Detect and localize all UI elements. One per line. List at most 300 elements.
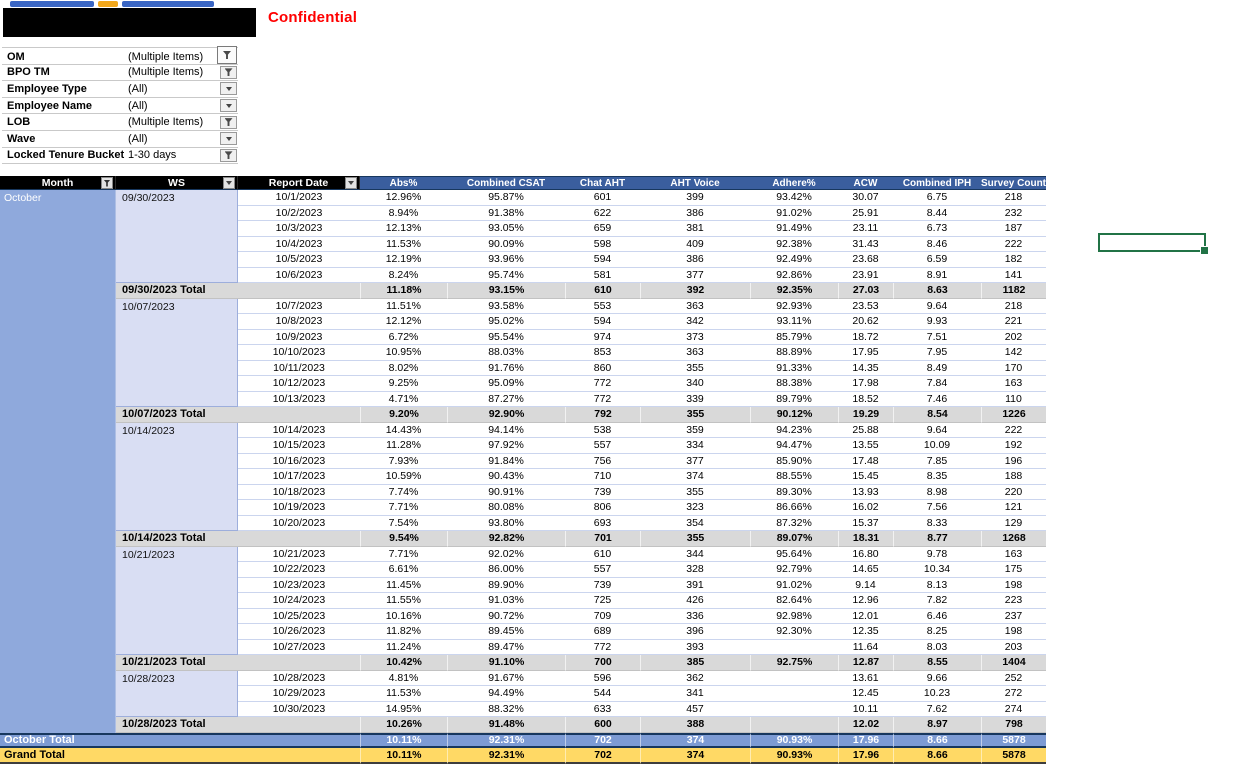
subtotal-value-cell[interactable]: 92.90% <box>447 407 565 423</box>
value-cell[interactable]: 710 <box>565 469 640 485</box>
value-cell[interactable]: 11.53% <box>360 237 447 253</box>
value-cell[interactable]: 409 <box>640 237 750 253</box>
value-cell[interactable]: 8.98 <box>893 485 981 501</box>
value-cell[interactable]: 8.91 <box>893 268 981 284</box>
value-cell[interactable]: 218 <box>981 190 1046 206</box>
subtotal-value-cell[interactable]: 8.63 <box>893 283 981 299</box>
value-cell[interactable]: 9.14 <box>838 578 893 594</box>
value-cell[interactable]: 88.55% <box>750 469 838 485</box>
week-group-cell[interactable]: 10/14/2023 <box>116 423 238 532</box>
value-cell[interactable]: 93.42% <box>750 190 838 206</box>
report-date-cell[interactable]: 10/28/2023 <box>238 671 360 687</box>
value-cell[interactable]: 6.61% <box>360 562 447 578</box>
value-cell[interactable] <box>750 702 838 718</box>
value-cell[interactable]: 11.51% <box>360 299 447 315</box>
value-cell[interactable]: 622 <box>565 206 640 222</box>
report-date-cell[interactable]: 10/1/2023 <box>238 190 360 206</box>
value-cell[interactable]: 91.67% <box>447 671 565 687</box>
value-cell[interactable]: 91.84% <box>447 454 565 470</box>
report-date-cell[interactable]: 10/30/2023 <box>238 702 360 718</box>
value-cell[interactable]: 8.25 <box>893 624 981 640</box>
value-cell[interactable]: 192 <box>981 438 1046 454</box>
value-cell[interactable]: 182 <box>981 252 1046 268</box>
report-date-cell[interactable]: 10/21/2023 <box>238 547 360 563</box>
value-cell[interactable]: 80.08% <box>447 500 565 516</box>
report-date-cell[interactable]: 10/16/2023 <box>238 454 360 470</box>
value-cell[interactable]: 377 <box>640 268 750 284</box>
filter-funnel-button[interactable] <box>220 149 237 162</box>
value-cell[interactable]: 363 <box>640 299 750 315</box>
value-cell[interactable]: 8.03 <box>893 640 981 656</box>
value-cell[interactable]: 4.71% <box>360 392 447 408</box>
value-cell[interactable]: 693 <box>565 516 640 532</box>
month-total-value-cell[interactable]: 8.66 <box>893 733 981 749</box>
value-cell[interactable]: 14.65 <box>838 562 893 578</box>
header-dropdown-button[interactable] <box>345 177 357 189</box>
value-cell[interactable]: 7.71% <box>360 547 447 563</box>
report-date-cell[interactable]: 10/9/2023 <box>238 330 360 346</box>
value-cell[interactable]: 14.95% <box>360 702 447 718</box>
value-cell[interactable]: 15.45 <box>838 469 893 485</box>
value-cell[interactable]: 806 <box>565 500 640 516</box>
metric-header[interactable]: Adhere% <box>750 176 838 190</box>
subtotal-value-cell[interactable]: 1226 <box>981 407 1046 423</box>
value-cell[interactable]: 6.59 <box>893 252 981 268</box>
value-cell[interactable]: 8.46 <box>893 237 981 253</box>
value-cell[interactable]: 381 <box>640 221 750 237</box>
grand-total-value-cell[interactable]: 5878 <box>981 748 1046 764</box>
month-total-value-cell[interactable]: 10.11% <box>360 733 447 749</box>
value-cell[interactable]: 7.51 <box>893 330 981 346</box>
value-cell[interactable]: 203 <box>981 640 1046 656</box>
report-date-cell[interactable]: 10/14/2023 <box>238 423 360 439</box>
filter-funnel-button[interactable] <box>217 46 237 64</box>
value-cell[interactable]: 142 <box>981 345 1046 361</box>
value-cell[interactable]: 386 <box>640 252 750 268</box>
value-cell[interactable]: 7.46 <box>893 392 981 408</box>
value-cell[interactable]: 12.01 <box>838 609 893 625</box>
value-cell[interactable]: 6.73 <box>893 221 981 237</box>
value-cell[interactable]: 756 <box>565 454 640 470</box>
value-cell[interactable]: 93.11% <box>750 314 838 330</box>
value-cell[interactable]: 94.14% <box>447 423 565 439</box>
value-cell[interactable]: 8.24% <box>360 268 447 284</box>
value-cell[interactable]: 232 <box>981 206 1046 222</box>
week-group-cell[interactable]: 10/28/2023 <box>116 671 238 718</box>
value-cell[interactable]: 8.13 <box>893 578 981 594</box>
subtotal-value-cell[interactable]: 700 <box>565 655 640 671</box>
value-cell[interactable]: 17.95 <box>838 345 893 361</box>
value-cell[interactable]: 6.75 <box>893 190 981 206</box>
value-cell[interactable]: 6.46 <box>893 609 981 625</box>
subtotal-value-cell[interactable]: 355 <box>640 531 750 547</box>
filter-funnel-button[interactable] <box>220 66 237 79</box>
value-cell[interactable]: 11.24% <box>360 640 447 656</box>
value-cell[interactable]: 95.09% <box>447 376 565 392</box>
metric-header[interactable]: Survey Count <box>981 177 1047 189</box>
subtotal-value-cell[interactable]: 385 <box>640 655 750 671</box>
value-cell[interactable]: 91.49% <box>750 221 838 237</box>
value-cell[interactable]: 374 <box>640 469 750 485</box>
fill-handle[interactable] <box>1200 246 1209 255</box>
report-date-cell[interactable]: 10/11/2023 <box>238 361 360 377</box>
value-cell[interactable]: 94.23% <box>750 423 838 439</box>
value-cell[interactable]: 92.86% <box>750 268 838 284</box>
value-cell[interactable]: 93.05% <box>447 221 565 237</box>
value-cell[interactable]: 252 <box>981 671 1046 687</box>
value-cell[interactable]: 92.02% <box>447 547 565 563</box>
subtotal-label-cell[interactable]: 10/21/2023 Total <box>116 655 360 671</box>
metric-header[interactable]: ACW <box>838 176 893 190</box>
value-cell[interactable]: 141 <box>981 268 1046 284</box>
value-cell[interactable]: 7.85 <box>893 454 981 470</box>
subtotal-value-cell[interactable]: 792 <box>565 407 640 423</box>
subtotal-value-cell[interactable]: 91.10% <box>447 655 565 671</box>
report-date-cell[interactable]: 10/12/2023 <box>238 376 360 392</box>
value-cell[interactable]: 94.47% <box>750 438 838 454</box>
month-total-value-cell[interactable]: 702 <box>565 733 640 749</box>
subtotal-value-cell[interactable]: 10.42% <box>360 655 447 671</box>
subtotal-value-cell[interactable]: 10.26% <box>360 717 447 733</box>
value-cell[interactable]: 7.71% <box>360 500 447 516</box>
value-cell[interactable]: 90.72% <box>447 609 565 625</box>
value-cell[interactable]: 90.09% <box>447 237 565 253</box>
subtotal-value-cell[interactable]: 91.48% <box>447 717 565 733</box>
value-cell[interactable]: 12.12% <box>360 314 447 330</box>
subtotal-value-cell[interactable]: 8.77 <box>893 531 981 547</box>
value-cell[interactable]: 223 <box>981 593 1046 609</box>
subtotal-value-cell[interactable]: 9.20% <box>360 407 447 423</box>
value-cell[interactable]: 187 <box>981 221 1046 237</box>
value-cell[interactable]: 222 <box>981 237 1046 253</box>
value-cell[interactable]: 198 <box>981 578 1046 594</box>
value-cell[interactable]: 89.30% <box>750 485 838 501</box>
value-cell[interactable]: 8.33 <box>893 516 981 532</box>
subtotal-value-cell[interactable]: 388 <box>640 717 750 733</box>
value-cell[interactable]: 8.35 <box>893 469 981 485</box>
value-cell[interactable]: 8.02% <box>360 361 447 377</box>
value-cell[interactable]: 86.00% <box>447 562 565 578</box>
report-date-cell[interactable]: 10/26/2023 <box>238 624 360 640</box>
value-cell[interactable]: 342 <box>640 314 750 330</box>
filter-dropdown-button[interactable] <box>220 82 237 95</box>
value-cell[interactable]: 633 <box>565 702 640 718</box>
value-cell[interactable]: 363 <box>640 345 750 361</box>
value-cell[interactable]: 7.82 <box>893 593 981 609</box>
grand-total-value-cell[interactable]: 10.11% <box>360 748 447 764</box>
value-cell[interactable]: 85.90% <box>750 454 838 470</box>
value-cell[interactable]: 13.55 <box>838 438 893 454</box>
value-cell[interactable]: 457 <box>640 702 750 718</box>
value-cell[interactable]: 596 <box>565 671 640 687</box>
value-cell[interactable]: 92.30% <box>750 624 838 640</box>
value-cell[interactable]: 85.79% <box>750 330 838 346</box>
value-cell[interactable]: 14.35 <box>838 361 893 377</box>
grand-total-value-cell[interactable]: 17.96 <box>838 748 893 764</box>
filter-dropdown-button[interactable] <box>220 132 237 145</box>
value-cell[interactable]: 93.58% <box>447 299 565 315</box>
value-cell[interactable]: 544 <box>565 686 640 702</box>
subtotal-value-cell[interactable]: 92.75% <box>750 655 838 671</box>
value-cell[interactable]: 13.93 <box>838 485 893 501</box>
value-cell[interactable]: 202 <box>981 330 1046 346</box>
report-date-cell[interactable]: 10/5/2023 <box>238 252 360 268</box>
value-cell[interactable]: 610 <box>565 547 640 563</box>
subtotal-value-cell[interactable]: 18.31 <box>838 531 893 547</box>
value-cell[interactable]: 739 <box>565 485 640 501</box>
value-cell[interactable]: 8.44 <box>893 206 981 222</box>
value-cell[interactable]: 91.33% <box>750 361 838 377</box>
value-cell[interactable]: 163 <box>981 376 1046 392</box>
report-date-cell[interactable]: 10/23/2023 <box>238 578 360 594</box>
value-cell[interactable]: 601 <box>565 190 640 206</box>
value-cell[interactable]: 92.98% <box>750 609 838 625</box>
value-cell[interactable]: 25.91 <box>838 206 893 222</box>
value-cell[interactable]: 95.02% <box>447 314 565 330</box>
metric-header[interactable]: AHT Voice <box>640 176 750 190</box>
value-cell[interactable]: 7.62 <box>893 702 981 718</box>
value-cell[interactable]: 772 <box>565 640 640 656</box>
subtotal-value-cell[interactable]: 89.07% <box>750 531 838 547</box>
grand-total-label-cell[interactable]: Grand Total <box>0 748 360 764</box>
report-date-cell[interactable]: 10/25/2023 <box>238 609 360 625</box>
value-cell[interactable]: 196 <box>981 454 1046 470</box>
value-cell[interactable]: 772 <box>565 376 640 392</box>
report-date-cell[interactable]: 10/13/2023 <box>238 392 360 408</box>
value-cell[interactable]: 853 <box>565 345 640 361</box>
value-cell[interactable]: 538 <box>565 423 640 439</box>
grand-total-value-cell[interactable]: 90.93% <box>750 748 838 764</box>
value-cell[interactable]: 362 <box>640 671 750 687</box>
value-cell[interactable]: 359 <box>640 423 750 439</box>
value-cell[interactable]: 91.02% <box>750 206 838 222</box>
subtotal-value-cell[interactable]: 1268 <box>981 531 1046 547</box>
value-cell[interactable]: 13.61 <box>838 671 893 687</box>
value-cell[interactable]: 93.96% <box>447 252 565 268</box>
value-cell[interactable]: 11.82% <box>360 624 447 640</box>
value-cell[interactable]: 6.72% <box>360 330 447 346</box>
grand-total-value-cell[interactable]: 8.66 <box>893 748 981 764</box>
value-cell[interactable]: 386 <box>640 206 750 222</box>
value-cell[interactable]: 393 <box>640 640 750 656</box>
value-cell[interactable]: 170 <box>981 361 1046 377</box>
value-cell[interactable]: 11.28% <box>360 438 447 454</box>
subtotal-value-cell[interactable]: 12.87 <box>838 655 893 671</box>
value-cell[interactable]: 553 <box>565 299 640 315</box>
subtotal-value-cell[interactable]: 701 <box>565 531 640 547</box>
value-cell[interactable]: 12.96 <box>838 593 893 609</box>
value-cell[interactable]: 92.49% <box>750 252 838 268</box>
report-date-cell[interactable]: 10/18/2023 <box>238 485 360 501</box>
value-cell[interactable]: 23.53 <box>838 299 893 315</box>
report-date-cell[interactable]: 10/22/2023 <box>238 562 360 578</box>
value-cell[interactable]: 725 <box>565 593 640 609</box>
value-cell[interactable]: 274 <box>981 702 1046 718</box>
value-cell[interactable]: 709 <box>565 609 640 625</box>
value-cell[interactable]: 31.43 <box>838 237 893 253</box>
value-cell[interactable]: 598 <box>565 237 640 253</box>
report-date-cell[interactable]: 10/20/2023 <box>238 516 360 532</box>
value-cell[interactable]: 7.74% <box>360 485 447 501</box>
value-cell[interactable]: 86.66% <box>750 500 838 516</box>
value-cell[interactable]: 95.54% <box>447 330 565 346</box>
value-cell[interactable]: 91.38% <box>447 206 565 222</box>
subtotal-value-cell[interactable]: 11.18% <box>360 283 447 299</box>
value-cell[interactable]: 9.66 <box>893 671 981 687</box>
value-cell[interactable]: 95.87% <box>447 190 565 206</box>
value-cell[interactable]: 97.92% <box>447 438 565 454</box>
value-cell[interactable]: 82.64% <box>750 593 838 609</box>
value-cell[interactable]: 12.35 <box>838 624 893 640</box>
value-cell[interactable]: 218 <box>981 299 1046 315</box>
value-cell[interactable]: 90.91% <box>447 485 565 501</box>
value-cell[interactable]: 336 <box>640 609 750 625</box>
value-cell[interactable]: 11.64 <box>838 640 893 656</box>
value-cell[interactable]: 373 <box>640 330 750 346</box>
subtotal-value-cell[interactable]: 355 <box>640 407 750 423</box>
value-cell[interactable]: 12.19% <box>360 252 447 268</box>
value-cell[interactable]: 12.45 <box>838 686 893 702</box>
filter-dropdown-button[interactable] <box>220 99 237 112</box>
subtotal-value-cell[interactable]: 92.82% <box>447 531 565 547</box>
selected-cell-outline[interactable] <box>1098 233 1206 252</box>
subtotal-label-cell[interactable]: 09/30/2023 Total <box>116 283 360 299</box>
value-cell[interactable]: 9.64 <box>893 299 981 315</box>
value-cell[interactable]: 198 <box>981 624 1046 640</box>
value-cell[interactable]: 7.56 <box>893 500 981 516</box>
value-cell[interactable]: 91.02% <box>750 578 838 594</box>
value-cell[interactable]: 23.91 <box>838 268 893 284</box>
value-cell[interactable]: 221 <box>981 314 1046 330</box>
value-cell[interactable]: 89.47% <box>447 640 565 656</box>
value-cell[interactable]: 377 <box>640 454 750 470</box>
subtotal-value-cell[interactable]: 93.15% <box>447 283 565 299</box>
subtotal-label-cell[interactable]: 10/28/2023 Total <box>116 717 360 733</box>
subtotal-label-cell[interactable]: 10/07/2023 Total <box>116 407 360 423</box>
value-cell[interactable]: 20.62 <box>838 314 893 330</box>
value-cell[interactable]: 93.80% <box>447 516 565 532</box>
header-funnel-button[interactable] <box>101 177 113 189</box>
month-total-label-cell[interactable]: October Total <box>0 733 360 749</box>
report-date-cell[interactable]: 10/8/2023 <box>238 314 360 330</box>
value-cell[interactable]: 12.13% <box>360 221 447 237</box>
value-cell[interactable]: 222 <box>981 423 1046 439</box>
report-date-cell[interactable]: 10/15/2023 <box>238 438 360 454</box>
month-total-value-cell[interactable]: 17.96 <box>838 733 893 749</box>
value-cell[interactable]: 18.52 <box>838 392 893 408</box>
value-cell[interactable]: 426 <box>640 593 750 609</box>
value-cell[interactable]: 16.80 <box>838 547 893 563</box>
value-cell[interactable]: 7.84 <box>893 376 981 392</box>
month-total-value-cell[interactable]: 92.31% <box>447 733 565 749</box>
report-date-cell[interactable]: 10/17/2023 <box>238 469 360 485</box>
report-date-cell[interactable]: 10/3/2023 <box>238 221 360 237</box>
report-date-cell[interactable]: 10/29/2023 <box>238 686 360 702</box>
grand-total-value-cell[interactable]: 374 <box>640 748 750 764</box>
value-cell[interactable]: 88.89% <box>750 345 838 361</box>
value-cell[interactable]: 17.48 <box>838 454 893 470</box>
month-total-value-cell[interactable]: 374 <box>640 733 750 749</box>
value-cell[interactable] <box>750 640 838 656</box>
month-group-cell[interactable]: October <box>0 190 116 733</box>
value-cell[interactable]: 175 <box>981 562 1046 578</box>
value-cell[interactable]: 89.79% <box>750 392 838 408</box>
value-cell[interactable]: 91.03% <box>447 593 565 609</box>
report-date-cell[interactable]: 10/2/2023 <box>238 206 360 222</box>
subtotal-value-cell[interactable]: 9.54% <box>360 531 447 547</box>
value-cell[interactable]: 334 <box>640 438 750 454</box>
value-cell[interactable]: 594 <box>565 252 640 268</box>
value-cell[interactable]: 95.74% <box>447 268 565 284</box>
value-cell[interactable]: 88.03% <box>447 345 565 361</box>
value-cell[interactable]: 581 <box>565 268 640 284</box>
subtotal-value-cell[interactable] <box>750 717 838 733</box>
value-cell[interactable]: 14.43% <box>360 423 447 439</box>
value-cell[interactable]: 92.93% <box>750 299 838 315</box>
value-cell[interactable]: 87.32% <box>750 516 838 532</box>
value-cell[interactable]: 87.27% <box>447 392 565 408</box>
value-cell[interactable]: 391 <box>640 578 750 594</box>
value-cell[interactable]: 9.64 <box>893 423 981 439</box>
subtotal-value-cell[interactable]: 798 <box>981 717 1046 733</box>
value-cell[interactable]: 355 <box>640 361 750 377</box>
value-cell[interactable]: 7.93% <box>360 454 447 470</box>
value-cell[interactable]: 399 <box>640 190 750 206</box>
value-cell[interactable]: 8.94% <box>360 206 447 222</box>
subtotal-value-cell[interactable]: 8.54 <box>893 407 981 423</box>
value-cell[interactable]: 91.76% <box>447 361 565 377</box>
value-cell[interactable]: 95.64% <box>750 547 838 563</box>
value-cell[interactable]: 110 <box>981 392 1046 408</box>
value-cell[interactable]: 89.90% <box>447 578 565 594</box>
value-cell[interactable]: 129 <box>981 516 1046 532</box>
value-cell[interactable]: 7.95 <box>893 345 981 361</box>
subtotal-value-cell[interactable]: 1182 <box>981 283 1046 299</box>
value-cell[interactable]: 772 <box>565 392 640 408</box>
value-cell[interactable]: 341 <box>640 686 750 702</box>
subtotal-value-cell[interactable]: 8.97 <box>893 717 981 733</box>
value-cell[interactable]: 11.45% <box>360 578 447 594</box>
value-cell[interactable]: 30.07 <box>838 190 893 206</box>
value-cell[interactable]: 557 <box>565 562 640 578</box>
value-cell[interactable]: 11.53% <box>360 686 447 702</box>
value-cell[interactable]: 18.72 <box>838 330 893 346</box>
value-cell[interactable] <box>750 686 838 702</box>
value-cell[interactable]: 25.88 <box>838 423 893 439</box>
header-dropdown-button[interactable] <box>223 177 235 189</box>
value-cell[interactable]: 23.11 <box>838 221 893 237</box>
subtotal-value-cell[interactable]: 1404 <box>981 655 1046 671</box>
value-cell[interactable]: 12.96% <box>360 190 447 206</box>
subtotal-value-cell[interactable]: 600 <box>565 717 640 733</box>
subtotal-value-cell[interactable]: 92.35% <box>750 283 838 299</box>
value-cell[interactable]: 689 <box>565 624 640 640</box>
filter-funnel-button[interactable] <box>220 116 237 129</box>
subtotal-value-cell[interactable]: 392 <box>640 283 750 299</box>
value-cell[interactable]: 220 <box>981 485 1046 501</box>
week-group-cell[interactable]: 10/07/2023 <box>116 299 238 408</box>
report-date-cell[interactable]: 10/27/2023 <box>238 640 360 656</box>
report-date-cell[interactable]: 10/4/2023 <box>238 237 360 253</box>
value-cell[interactable]: 354 <box>640 516 750 532</box>
value-cell[interactable]: 88.38% <box>750 376 838 392</box>
subtotal-value-cell[interactable]: 8.55 <box>893 655 981 671</box>
report-date-cell[interactable]: 10/19/2023 <box>238 500 360 516</box>
value-cell[interactable]: 340 <box>640 376 750 392</box>
report-date-cell[interactable]: 10/10/2023 <box>238 345 360 361</box>
subtotal-value-cell[interactable]: 90.12% <box>750 407 838 423</box>
value-cell[interactable]: 90.43% <box>447 469 565 485</box>
